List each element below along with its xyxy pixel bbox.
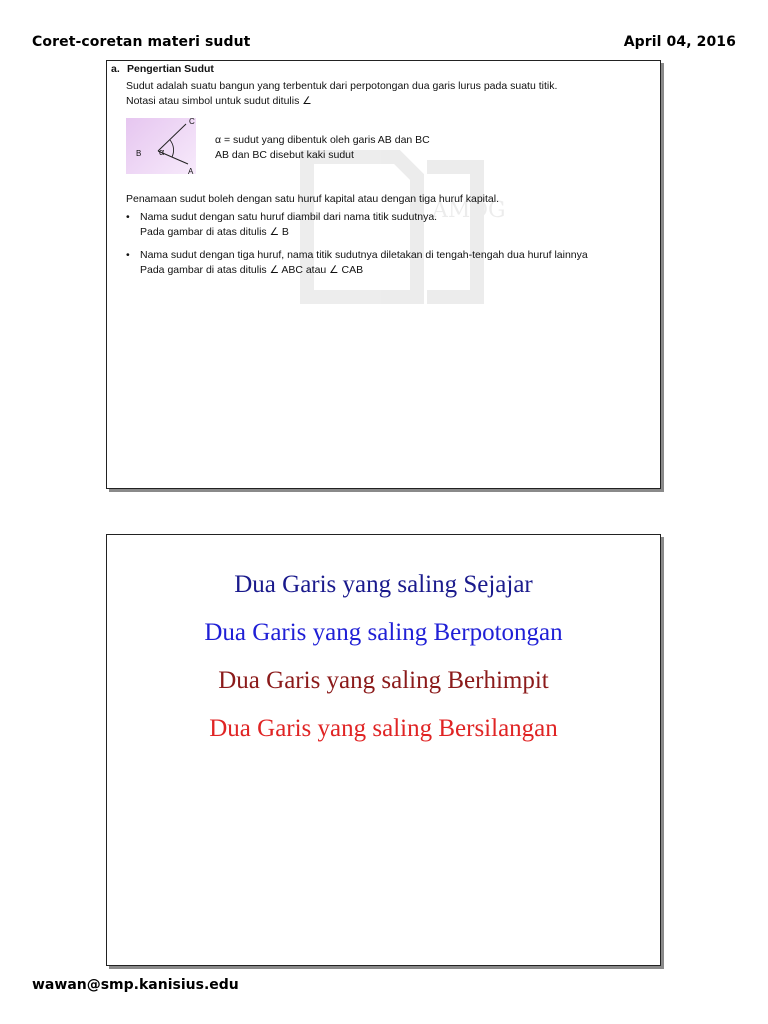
- slide-dua-garis: [106, 534, 661, 966]
- slide-pengertian-sudut: [106, 60, 661, 489]
- section-number: a.: [111, 63, 120, 75]
- list-item: • Nama sudut dengan tiga huruf, nama titik sudutnya diletakan di tengah-tengah dua huruf lainnya Pada gambar di atas ditulis ∠ ABC atau ∠ CAB: [126, 249, 588, 276]
- notation-text: Notasi atau simbol untuk sudut ditulis ∠: [126, 95, 312, 107]
- page-date: April 04, 2016: [623, 34, 736, 50]
- label-c: C: [189, 117, 195, 126]
- bullet-line: Nama sudut dengan satu huruf diambil dari nama titik sudutnya.: [140, 211, 438, 223]
- bullet-line: Pada gambar di atas ditulis ∠ B: [140, 226, 289, 238]
- footer-email: wawan@smp.kanisius.edu: [32, 977, 239, 993]
- label-a: A: [188, 167, 194, 176]
- line-berpotongan: Dua Garis yang saling Berpotongan: [204, 619, 563, 646]
- angle-arc: [170, 140, 174, 157]
- alpha-definition: [215, 133, 430, 163]
- watermark-text: AMDG: [432, 198, 506, 223]
- label-b: B: [136, 149, 142, 158]
- alpha-definition-line2: AB dan BC disebut kaki sudut: [215, 149, 354, 161]
- naming-intro: Penamaan sudut boleh dengan satu huruf kapital atau dengan tiga huruf kapital.: [126, 193, 500, 205]
- definition-text: Sudut adalah suatu bangun yang terbentuk dari perpotongan dua garis lurus pada suatu titik.: [126, 80, 558, 92]
- label-alpha: α: [159, 147, 165, 157]
- bullet-line: Nama sudut dengan tiga huruf, nama titik sudutnya diletakan di tengah-tengah dua huruf lainnya: [140, 249, 588, 261]
- section-heading-text: Pengertian Sudut: [127, 63, 214, 75]
- section-heading: [111, 62, 214, 77]
- list-item: • Nama sudut dengan satu huruf diambil dari nama titik sudutnya. Pada gambar di atas ditulis ∠ B: [126, 211, 438, 238]
- alpha-definition-line1: α = sudut yang dibentuk oleh garis AB dan BC: [215, 134, 430, 146]
- page-title: Coret-coretan materi sudut: [32, 34, 251, 50]
- line-bersilangan: Dua Garis yang saling Bersilangan: [209, 715, 558, 742]
- line-berhimpit: Dua Garis yang saling Berhimpit: [218, 667, 549, 694]
- line-sejajar: Dua Garis yang saling Sejajar: [234, 571, 533, 598]
- angle-diagram: [126, 118, 196, 174]
- bullet-line: Pada gambar di atas ditulis ∠ ABC atau ∠ CAB: [140, 264, 364, 276]
